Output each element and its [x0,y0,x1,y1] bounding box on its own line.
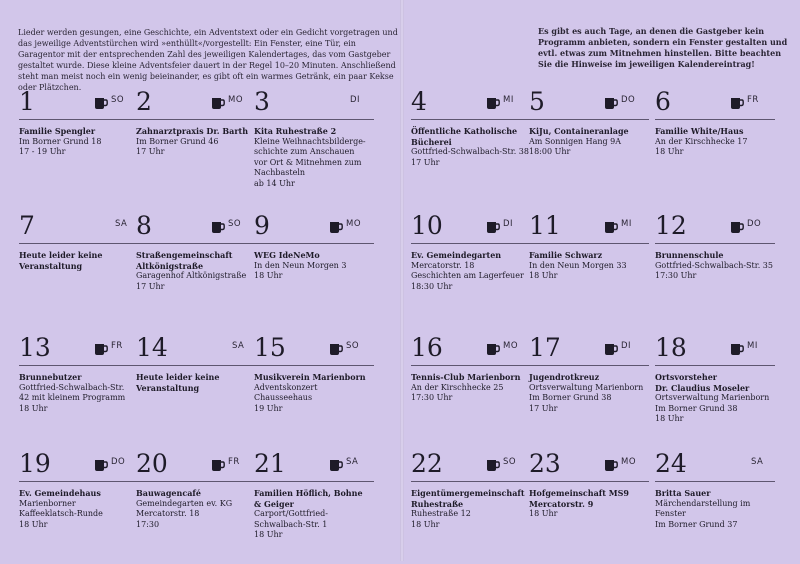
divider-line [411,119,531,120]
mug-icon [329,341,343,354]
host-line: KiJu, Containeranlage [529,126,629,136]
host-name [136,488,256,499]
weekday-label: MO [346,219,362,229]
calendar-day-10 [411,212,529,326]
calendar-day-21 [254,450,372,564]
calendar-day-17 [529,334,647,448]
host-name [411,372,531,383]
intro-text-right: Es gibt es auch Tage, an denen die Gastgeber kein Programm anbieten, sondern ein Fenster gestalten und evtl. etwas zum Mitnehmen hinstellen. Bitte beachten Sie die Hinweise im jeweiligen Kalendereintrag! [538,26,788,69]
event-details [655,393,779,425]
event-details [411,147,535,168]
weekday-label: SO [346,341,360,351]
mug-icon [730,95,744,108]
divider-line [136,365,256,366]
event-details [136,137,260,158]
detail-line: Gemeindegarten ev. KG [136,498,233,508]
detail-line: 17 - 19 Uhr [19,147,66,156]
host-line: Musikverein Marienborn [254,372,366,382]
mug-icon [211,219,225,232]
host-line: Altkönigstraße [136,260,204,271]
host-line: Bücherei [411,136,452,147]
weekday-label: MI [621,219,632,229]
detail-line: Gottfried-Schwalbach-Str. [19,382,125,392]
event-details [254,509,378,541]
detail-line: Ortsverwaltung Marienborn [655,393,770,402]
event-details [655,137,779,158]
detail-line: 19 Uhr [254,403,283,413]
detail-line: Ortsverwaltung Marienborn [529,382,644,392]
mug-icon [486,457,500,470]
calendar-day-14 [136,334,254,448]
weekday-label: SA [115,219,128,229]
calendar-day-15 [254,334,372,448]
detail-line: 17 Uhr [136,147,165,156]
divider-line [19,481,139,482]
host-line: Familien Höflich, Bohne [254,488,363,498]
host-line: Ortsvorsteher [655,372,717,382]
detail-line: Im Borner Grund 46 [136,136,219,146]
weekday-label: SO [111,95,125,105]
mug-icon [486,95,500,108]
host-name [655,126,775,137]
day-number: 23 [529,449,561,478]
detail-line: In den Neun Morgen 33 [529,260,627,270]
mug-icon [94,341,108,354]
mug-icon [486,341,500,354]
mug-icon [604,457,618,470]
detail-line: 18 Uhr [529,271,558,280]
event-details [655,261,779,282]
day-number: 17 [529,333,561,362]
detail-line: 18 Uhr [19,403,48,413]
calendar-day-19 [19,450,137,564]
intro-text-left: Lieder werden gesungen, eine Geschichte, ein Adventstext oder ein Gedicht vorgetragen und das jeweilige Adventstürchen wird »enthüllt«/vorgestellt: Ein Fenster, eine Tür, ein Garagentor mit der entsprechenden Zahl des jeweiligen Kalendertages, das vom Gastgeber gestaltet wurde. Diese kleine Adventsfeier dauert in der Regel 10–20 Minuten. Anschließend steht man meist noch ein wenig beieinander, es gibt oft ein warmes Getränk, ein paar Kekse oder Plätzchen. [18,28,398,92]
event-details [19,383,143,415]
detail-line: Ruhestraße 12 [411,509,471,518]
day-number: 14 [136,333,168,362]
calendar-day-3 [254,88,372,202]
host-line: Veranstaltung [136,382,200,393]
divider-line [655,119,775,120]
detail-line: An der Kirschhecke 25 [411,382,504,392]
weekday-label: DO [621,95,636,105]
host-line: Tennis-Club Marienborn [411,372,521,382]
weekday-label: SA [346,457,359,467]
calendar-day-4 [411,88,529,202]
detail-line: An der Kirschhecke 17 [655,136,748,146]
host-line: Heute leider keine [136,372,220,382]
detail-line: 18 Uhr [411,519,440,529]
day-number: 1 [19,87,35,116]
host-line: Brunnenschule [655,250,724,260]
detail-line: Im Borner Grund 38 [529,393,612,402]
host-line: Zahnarztpraxis Dr. Barth [136,126,249,136]
divider-line [19,365,139,366]
calendar-day-5 [529,88,647,202]
day-number: 15 [254,333,286,362]
detail-line: 18 Uhr [655,414,684,423]
host-name [529,126,649,137]
detail-line: Chausseehaus [254,393,313,402]
event-details [411,383,535,404]
calendar-day-12 [655,212,773,326]
host-line: & Geiger [254,498,294,509]
event-details [136,271,260,292]
divider-line [411,481,531,482]
weekday-label: SO [228,219,242,229]
host-name [655,250,775,261]
divider-line [254,365,374,366]
day-number: 13 [19,333,51,362]
divider-line [136,481,256,482]
host-name [254,250,374,261]
detail-line: Am Sonnigen Hang 9A [529,136,622,146]
detail-line: In den Neun Morgen 3 [254,260,347,270]
detail-line: 18:00 Uhr [529,147,571,156]
day-number: 5 [529,87,545,116]
event-details [529,383,653,415]
day-number: 19 [19,449,51,478]
host-name [254,488,374,509]
detail-line: Adventskonzert [254,382,318,392]
detail-line: Im Borner Grund 18 [19,136,102,146]
weekday-label: SA [232,341,245,351]
detail-line: Märchendarstellung im [655,498,751,508]
day-number: 7 [19,211,35,240]
weekday-label: SA [751,457,764,467]
host-name [19,126,139,137]
divider-line [655,243,775,244]
host-name [136,250,256,271]
host-line: Kita Ruhestraße 2 [254,126,337,136]
detail-line: 18 Uhr [254,530,283,539]
detail-line: schichte zum Anschauen [254,147,355,156]
host-line: Brunnebutzer [19,372,82,382]
host-name [254,126,374,137]
day-number: 21 [254,449,286,478]
weekday-label: DO [747,219,762,229]
host-line: Straßengemeinschaft [136,250,233,260]
host-line: Ev. Gemeindegarten [411,250,502,260]
calendar-day-18 [655,334,773,448]
weekday-label: FR [111,341,123,351]
host-line: Eigentümergemeinschaft [411,488,525,498]
detail-line: vor Ort & Mitnehmen zum [254,157,362,167]
host-line: Mercatorstr. 9 [529,498,594,509]
day-number: 4 [411,87,427,116]
day-number: 8 [136,211,152,240]
weekday-label: MO [621,457,637,467]
host-line: Heute leider keine [19,250,103,260]
host-line: Öffentliche Katholische [411,126,518,136]
event-details [411,509,535,530]
detail-line: Fenster [655,509,686,518]
detail-line: Nachbasteln [254,168,306,177]
host-line: Familie Spengler [19,126,96,136]
day-number: 18 [655,333,687,362]
mug-icon [604,219,618,232]
weekday-label: DI [503,219,514,229]
host-line: Dr. Claudius Moseler [655,382,750,393]
detail-line: 17:30 [136,519,160,529]
host-name [529,488,649,509]
detail-line: Gottfried-Schwalbach-Str. 35 [655,260,773,270]
mug-icon [94,457,108,470]
host-line: Jugendrotkreuz [529,372,600,382]
event-details [19,137,143,158]
event-details [254,137,378,190]
calendar-day-1 [19,88,137,202]
host-line: Bauwagencafé [136,488,201,498]
host-name [136,372,256,393]
divider-line [529,481,649,482]
day-number: 20 [136,449,168,478]
mug-icon [486,219,500,232]
detail-line: Mercatorstr. 18 [136,509,200,518]
weekday-label: SO [503,457,517,467]
detail-line: 18 Uhr [19,519,48,529]
detail-line: Im Borner Grund 37 [655,519,738,529]
host-name [411,488,531,509]
event-details [254,383,378,415]
mug-icon [730,341,744,354]
event-details [529,509,653,520]
weekday-label: MO [228,95,244,105]
event-details [411,261,535,293]
host-line: Britta Sauer [655,488,711,498]
host-name [136,126,256,137]
day-number: 6 [655,87,671,116]
event-details [136,499,260,531]
calendar-day-13 [19,334,137,448]
detail-line: 17:30 Uhr [411,393,453,402]
host-line: Hofgemeinschaft MS9 [529,488,629,498]
detail-line: ab 14 Uhr [254,178,295,188]
mug-icon [211,95,225,108]
mug-icon [730,219,744,232]
detail-line: Geschichten am Lagerfeuer [411,271,524,280]
detail-line: Kleine Weihnachtsbilderge- [254,136,366,146]
mug-icon [604,95,618,108]
calendar-day-22 [411,450,529,564]
calendar-day-8 [136,212,254,326]
mug-icon [211,457,225,470]
weekday-label: FR [747,95,759,105]
detail-line: Mercatorstr. 18 [411,260,475,270]
divider-line [411,365,531,366]
host-line: Familie White/Haus [655,126,744,136]
host-name [655,488,775,499]
divider-line [655,365,775,366]
day-number: 24 [655,449,687,478]
divider-line [136,119,256,120]
event-details [19,499,143,531]
host-line: WEG IdeNeMo [254,250,320,260]
divider-line [655,481,775,482]
detail-line: 42 mit kleinem Programm [19,393,126,402]
weekday-label: FR [228,457,240,467]
weekday-label: MI [747,341,758,351]
calendar-day-2 [136,88,254,202]
event-details [529,261,653,282]
host-name [529,372,649,383]
detail-line: 18 Uhr [655,147,684,156]
detail-line: Carport/Gottfried- [254,509,328,518]
weekday-label: MO [503,341,519,351]
calendar-day-24 [655,450,773,564]
detail-line: 17:30 Uhr [655,271,697,280]
host-name [411,126,531,147]
host-name [19,250,139,271]
detail-line: 17 Uhr [136,281,165,291]
detail-line: Kaffeeklatsch-Runde [19,509,103,518]
divider-line [254,481,374,482]
host-name [655,372,775,393]
detail-line: 17 Uhr [529,403,558,413]
calendar-day-16 [411,334,529,448]
mug-icon [329,219,343,232]
calendar-day-7 [19,212,137,326]
weekday-label: DI [621,341,632,351]
detail-line: Marienborner [19,498,76,508]
host-line: Ev. Gemeindehaus [19,488,101,498]
divider-line [529,365,649,366]
detail-line: Im Borner Grund 38 [655,403,738,413]
page-fold [400,0,404,561]
mug-icon [94,95,108,108]
day-number: 12 [655,211,687,240]
weekday-label: DI [350,95,361,105]
divider-line [254,243,374,244]
detail-line: Garagenhof Altkönigstraße [136,271,247,280]
day-number: 3 [254,87,270,116]
detail-line: 17 Uhr [411,157,440,167]
host-name [529,250,649,261]
divider-line [136,243,256,244]
divider-line [254,119,374,120]
mug-icon [604,341,618,354]
day-number: 11 [529,211,561,240]
detail-line: 18 Uhr [529,509,558,518]
event-details [529,137,653,158]
detail-line: 18 Uhr [254,271,283,280]
host-name [254,372,374,383]
mug-icon [329,457,343,470]
event-details [655,499,779,531]
host-name [411,250,531,261]
weekday-label: DO [111,457,126,467]
divider-line [529,119,649,120]
host-line: Veranstaltung [19,260,83,271]
day-number: 16 [411,333,443,362]
calendar-day-20 [136,450,254,564]
detail-line: Schwalbach-Str. 1 [254,519,328,529]
calendar-day-6 [655,88,773,202]
event-details [254,261,378,282]
divider-line [19,119,139,120]
day-number: 10 [411,211,443,240]
host-name [19,488,139,499]
host-line: Ruhestraße [411,498,464,509]
calendar-day-23 [529,450,647,564]
divider-line [529,243,649,244]
day-number: 9 [254,211,270,240]
divider-line [411,243,531,244]
detail-line: Gottfried-Schwalbach-Str. 38 [411,147,529,156]
day-number: 22 [411,449,443,478]
calendar-day-9 [254,212,372,326]
divider-line [19,243,139,244]
calendar-day-11 [529,212,647,326]
detail-line: 18:30 Uhr [411,281,453,291]
host-name [19,372,139,383]
host-line: Familie Schwarz [529,250,603,260]
weekday-label: MI [503,95,514,105]
day-number: 2 [136,87,152,116]
